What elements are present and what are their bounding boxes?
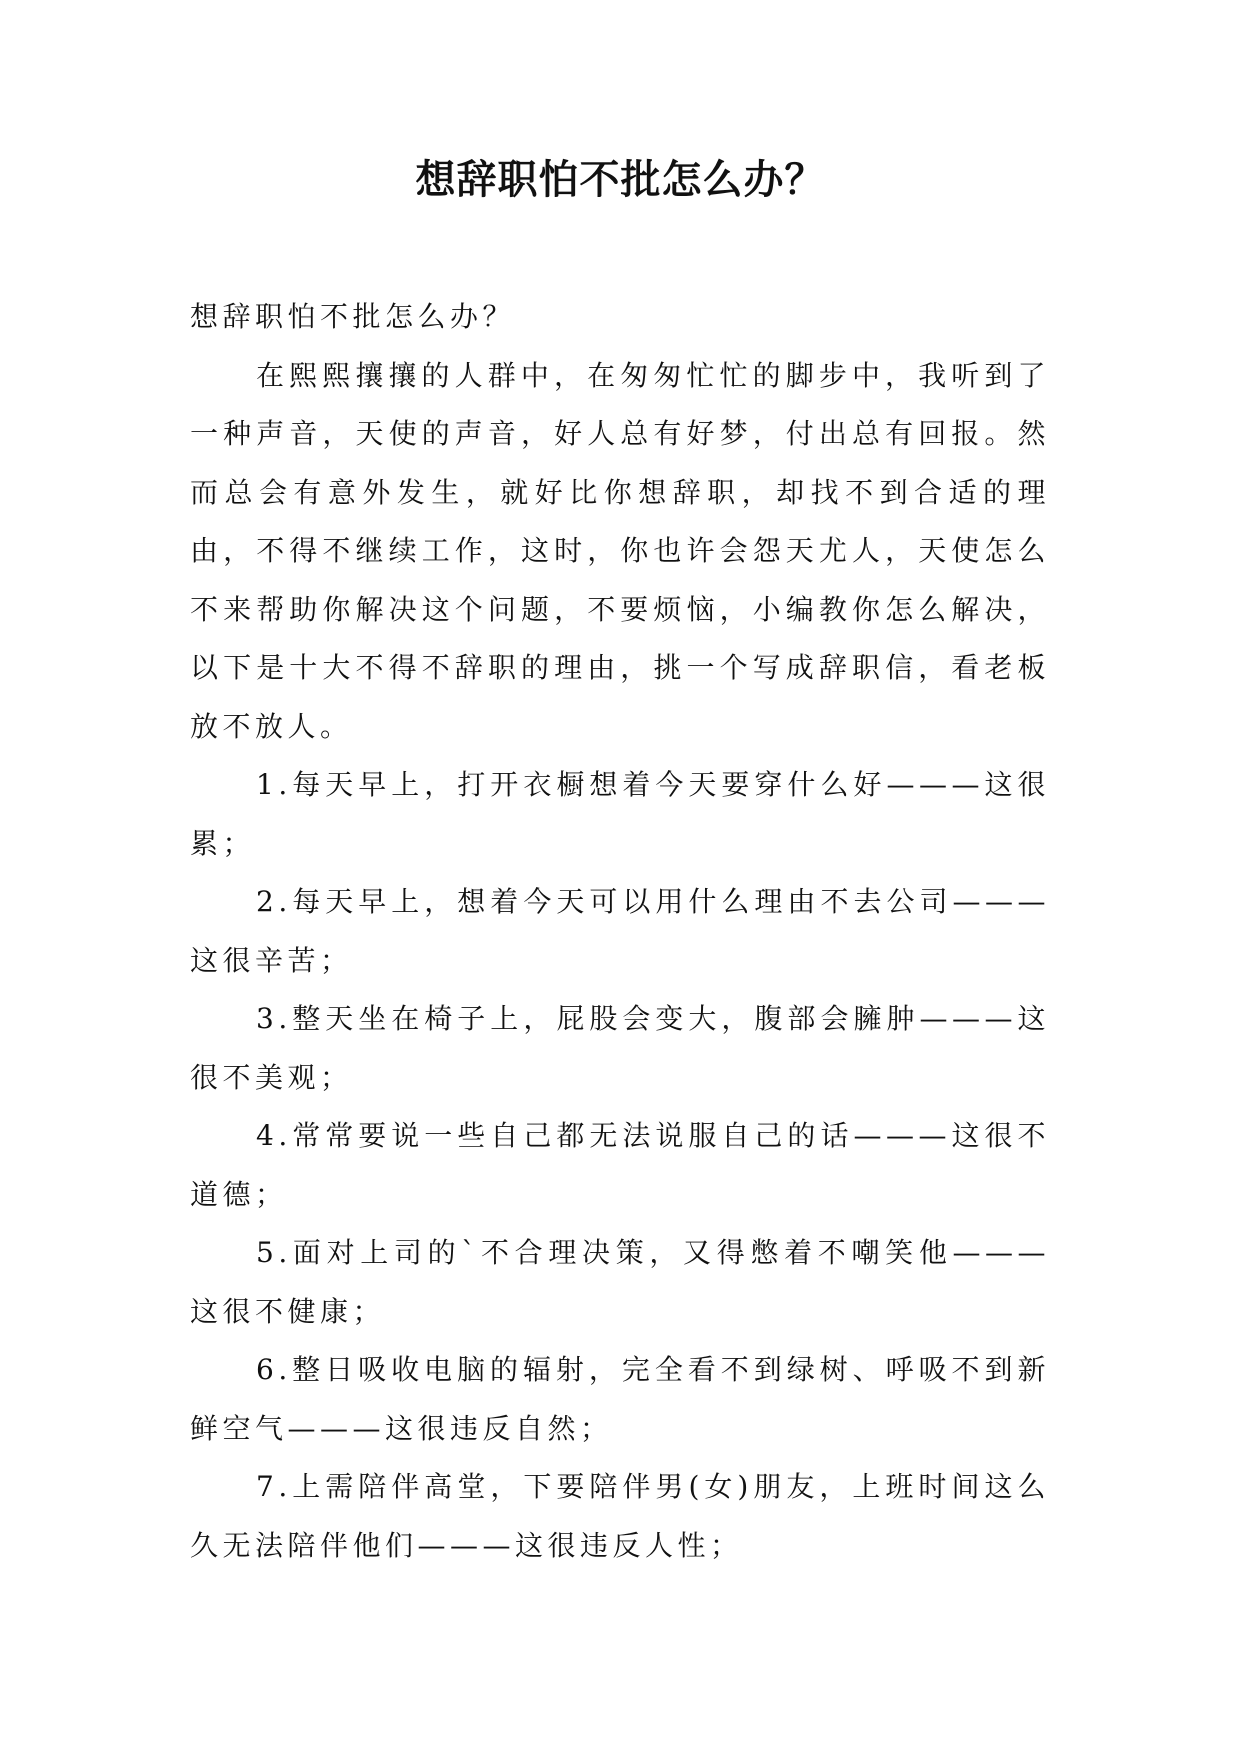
document-title: 想辞职怕不批怎么办？ [415, 156, 826, 203]
list-item-4: 4.常常要说一些自己都无法说服自己的话———这很不道德； [190, 1119, 1050, 1211]
list-item-2: 2.每天早上，想着今天可以用什么理由不去公司———这很辛苦； [190, 885, 1050, 977]
list-item-7: 7.上需陪伴高堂，下要陪伴男(女)朋友，上班时间这么久无法陪伴他们———这很违反人性； [190, 1470, 1050, 1562]
list-item-6: 6.整日吸收电脑的辐射，完全看不到绿树、呼吸不到新鲜空气———这很违反自然； [190, 1353, 1050, 1445]
paragraph-intro: 在熙熙攘攘的人群中，在匆匆忙忙的脚步中，我听到了一种声音，天使的声音，好人总有好梦，付出总有回报。然而总会有意外发生，就好比你想辞职，却找不到合适的理由，不得不继续工作，这时，你也许会怨天尤人，天使怎么不来帮助你解决这个问题，不要烦恼，小编教你怎么解决，以下是十大不得不辞职的理由，挑一个写成辞职信，看老板放不放人。 [190, 358, 1050, 743]
paragraph-heading: 想辞职怕不批怎么办？ [190, 300, 516, 333]
list-item-1: 1.每天早上，打开衣橱想着今天要穿什么好———这很累； [190, 768, 1050, 860]
document-body [190, 288, 1050, 1575]
list-item-5: 5.面对上司的`不合理决策，又得憋着不嘲笑他———这很不健康； [190, 1236, 1050, 1328]
list-item-3: 3.整天坐在椅子上，屁股会变大，腹部会臃肿———这很不美观； [190, 1002, 1050, 1094]
